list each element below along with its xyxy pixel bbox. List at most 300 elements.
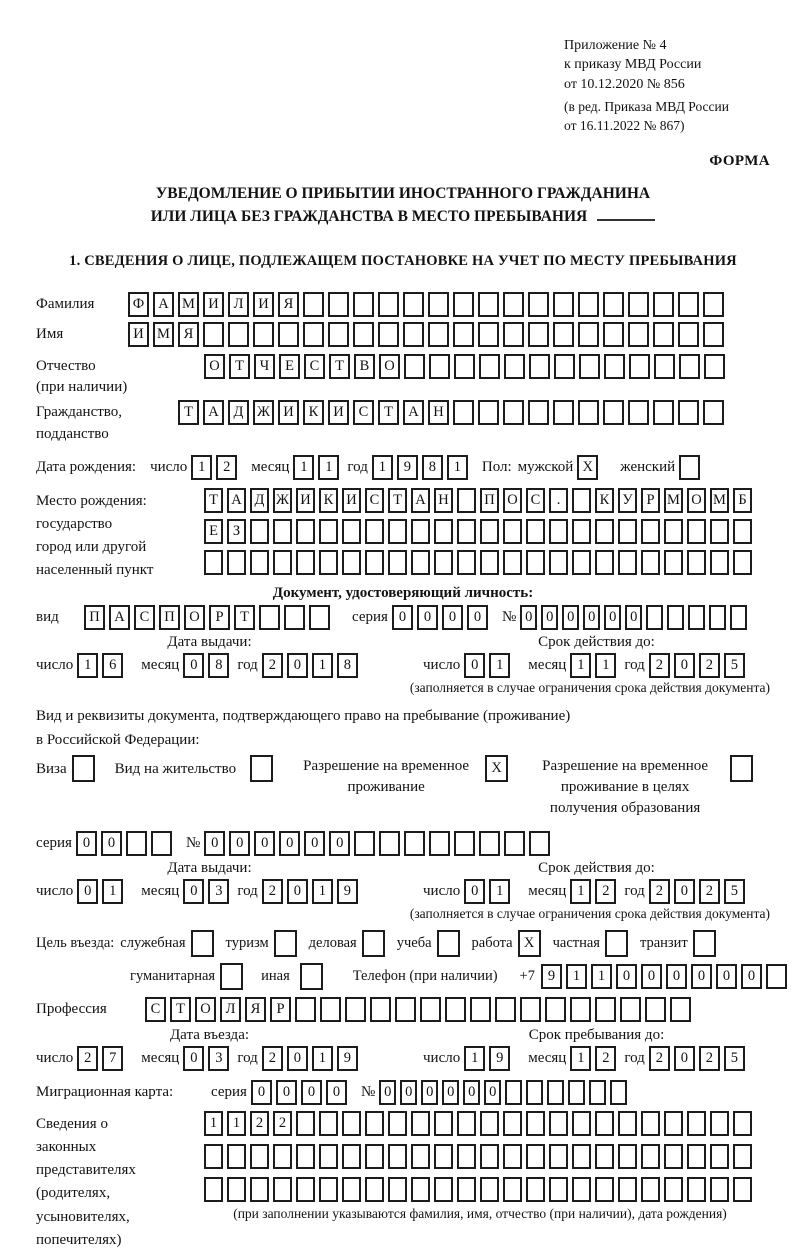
char-cell[interactable] xyxy=(572,1111,591,1136)
char-cell[interactable] xyxy=(319,519,338,544)
char-cell[interactable]: 2 xyxy=(595,879,616,904)
char-cell[interactable]: 1 xyxy=(591,964,612,989)
char-cell[interactable] xyxy=(388,550,407,575)
char-cell[interactable] xyxy=(303,322,324,347)
char-cell[interactable]: Р xyxy=(270,997,291,1022)
checkbox-cell[interactable] xyxy=(300,963,323,990)
char-cell[interactable]: 0 xyxy=(674,1046,695,1071)
char-cell[interactable] xyxy=(365,1111,384,1136)
char-cell[interactable] xyxy=(526,1111,545,1136)
char-cell[interactable]: 0 xyxy=(392,605,413,630)
char-cell[interactable] xyxy=(495,997,516,1022)
char-cell[interactable]: 1 xyxy=(293,455,314,480)
char-cell[interactable] xyxy=(319,1111,338,1136)
checkbox-cell[interactable] xyxy=(437,930,460,957)
char-cell[interactable]: Я xyxy=(178,322,199,347)
char-cell[interactable]: 2 xyxy=(216,455,237,480)
char-cell[interactable] xyxy=(454,831,475,856)
char-cell[interactable]: 2 xyxy=(699,653,720,678)
char-cell[interactable]: 8 xyxy=(208,653,229,678)
char-cell[interactable] xyxy=(480,550,499,575)
char-cell[interactable] xyxy=(503,400,524,425)
char-cell[interactable] xyxy=(457,488,476,513)
char-cell[interactable]: 5 xyxy=(724,653,745,678)
char-cell[interactable] xyxy=(603,400,624,425)
char-cell[interactable] xyxy=(603,322,624,347)
char-cell[interactable] xyxy=(353,292,374,317)
char-cell[interactable] xyxy=(579,354,600,379)
char-cell[interactable]: 7 xyxy=(102,1046,123,1071)
char-cell[interactable] xyxy=(296,1111,315,1136)
char-cell[interactable] xyxy=(568,1080,585,1105)
char-cell[interactable] xyxy=(365,519,384,544)
char-cell[interactable]: Д xyxy=(250,488,269,513)
char-cell[interactable]: И xyxy=(278,400,299,425)
char-cell[interactable]: И xyxy=(296,488,315,513)
char-cell[interactable]: С xyxy=(134,605,155,630)
char-cell[interactable] xyxy=(710,1144,729,1169)
char-cell[interactable]: Ж xyxy=(273,488,292,513)
char-cell[interactable] xyxy=(572,1144,591,1169)
char-cell[interactable]: О xyxy=(687,488,706,513)
char-cell[interactable] xyxy=(478,292,499,317)
char-cell[interactable]: П xyxy=(84,605,105,630)
char-cell[interactable] xyxy=(553,400,574,425)
char-cell[interactable] xyxy=(273,550,292,575)
char-cell[interactable]: 8 xyxy=(422,455,443,480)
char-cell[interactable] xyxy=(353,322,374,347)
char-cell[interactable] xyxy=(404,354,425,379)
char-cell[interactable] xyxy=(411,519,430,544)
char-cell[interactable]: Т xyxy=(229,354,250,379)
checkbox-cell[interactable]: X xyxy=(518,930,541,957)
char-cell[interactable] xyxy=(549,1144,568,1169)
char-cell[interactable] xyxy=(578,322,599,347)
char-cell[interactable] xyxy=(395,997,416,1022)
char-cell[interactable]: 0 xyxy=(287,879,308,904)
char-cell[interactable] xyxy=(547,1080,564,1105)
char-cell[interactable] xyxy=(303,292,324,317)
char-cell[interactable] xyxy=(365,1177,384,1202)
char-cell[interactable] xyxy=(403,322,424,347)
checkbox-cell[interactable] xyxy=(679,455,700,480)
char-cell[interactable] xyxy=(618,550,637,575)
char-cell[interactable]: А xyxy=(153,292,174,317)
char-cell[interactable] xyxy=(730,605,747,630)
char-cell[interactable]: П xyxy=(159,605,180,630)
char-cell[interactable] xyxy=(227,550,246,575)
char-cell[interactable]: З xyxy=(227,519,246,544)
char-cell[interactable] xyxy=(505,1080,522,1105)
char-cell[interactable] xyxy=(411,1177,430,1202)
char-cell[interactable] xyxy=(526,519,545,544)
char-cell[interactable] xyxy=(445,997,466,1022)
char-cell[interactable] xyxy=(342,1177,361,1202)
char-cell[interactable] xyxy=(670,997,691,1022)
char-cell[interactable] xyxy=(342,1144,361,1169)
char-cell[interactable]: 2 xyxy=(699,879,720,904)
char-cell[interactable] xyxy=(479,831,500,856)
checkbox-cell[interactable] xyxy=(191,930,214,957)
char-cell[interactable]: Д xyxy=(228,400,249,425)
char-cell[interactable]: 0 xyxy=(562,605,579,630)
char-cell[interactable] xyxy=(687,519,706,544)
char-cell[interactable] xyxy=(457,519,476,544)
checkbox-cell[interactable] xyxy=(693,930,716,957)
char-cell[interactable]: 0 xyxy=(616,964,637,989)
char-cell[interactable] xyxy=(664,1111,683,1136)
char-cell[interactable]: 0 xyxy=(666,964,687,989)
char-cell[interactable]: К xyxy=(303,400,324,425)
char-cell[interactable] xyxy=(595,1111,614,1136)
char-cell[interactable] xyxy=(528,322,549,347)
char-cell[interactable] xyxy=(710,1111,729,1136)
char-cell[interactable]: 0 xyxy=(442,1080,459,1105)
char-cell[interactable]: Б xyxy=(733,488,752,513)
char-cell[interactable]: 1 xyxy=(312,879,333,904)
char-cell[interactable]: 1 xyxy=(570,653,591,678)
char-cell[interactable] xyxy=(203,322,224,347)
char-cell[interactable]: 1 xyxy=(489,879,510,904)
checkbox-cell[interactable] xyxy=(250,755,273,782)
char-cell[interactable]: М xyxy=(153,322,174,347)
char-cell[interactable]: А xyxy=(411,488,430,513)
char-cell[interactable]: 0 xyxy=(287,1046,308,1071)
char-cell[interactable] xyxy=(618,1111,637,1136)
char-cell[interactable]: У xyxy=(618,488,637,513)
char-cell[interactable]: 0 xyxy=(76,831,97,856)
char-cell[interactable] xyxy=(434,1111,453,1136)
char-cell[interactable] xyxy=(733,519,752,544)
char-cell[interactable]: И xyxy=(128,322,149,347)
char-cell[interactable] xyxy=(578,292,599,317)
char-cell[interactable] xyxy=(553,292,574,317)
char-cell[interactable]: 3 xyxy=(208,879,229,904)
char-cell[interactable] xyxy=(411,550,430,575)
char-cell[interactable] xyxy=(595,1144,614,1169)
char-cell[interactable] xyxy=(641,1111,660,1136)
char-cell[interactable] xyxy=(503,1144,522,1169)
char-cell[interactable]: 0 xyxy=(520,605,537,630)
char-cell[interactable] xyxy=(610,1080,627,1105)
char-cell[interactable] xyxy=(679,354,700,379)
char-cell[interactable] xyxy=(480,1177,499,1202)
char-cell[interactable] xyxy=(641,1177,660,1202)
char-cell[interactable]: Я xyxy=(278,292,299,317)
char-cell[interactable] xyxy=(429,354,450,379)
char-cell[interactable]: 0 xyxy=(417,605,438,630)
char-cell[interactable]: 1 xyxy=(464,1046,485,1071)
char-cell[interactable]: 2 xyxy=(273,1111,292,1136)
char-cell[interactable]: 0 xyxy=(251,1080,272,1105)
char-cell[interactable] xyxy=(328,322,349,347)
char-cell[interactable] xyxy=(434,1177,453,1202)
char-cell[interactable]: 2 xyxy=(262,653,283,678)
char-cell[interactable] xyxy=(529,831,550,856)
char-cell[interactable] xyxy=(434,550,453,575)
checkbox-cell[interactable] xyxy=(730,755,753,782)
char-cell[interactable]: С xyxy=(526,488,545,513)
char-cell[interactable]: Л xyxy=(220,997,241,1022)
char-cell[interactable] xyxy=(296,550,315,575)
char-cell[interactable]: 0 xyxy=(641,964,662,989)
char-cell[interactable] xyxy=(545,997,566,1022)
char-cell[interactable] xyxy=(434,1144,453,1169)
char-cell[interactable]: И xyxy=(328,400,349,425)
char-cell[interactable] xyxy=(654,354,675,379)
char-cell[interactable] xyxy=(710,1177,729,1202)
char-cell[interactable] xyxy=(528,292,549,317)
char-cell[interactable]: Р xyxy=(641,488,660,513)
char-cell[interactable]: 0 xyxy=(464,653,485,678)
char-cell[interactable] xyxy=(503,1177,522,1202)
char-cell[interactable]: 1 xyxy=(191,455,212,480)
char-cell[interactable]: 0 xyxy=(691,964,712,989)
char-cell[interactable]: 0 xyxy=(716,964,737,989)
char-cell[interactable] xyxy=(578,400,599,425)
char-cell[interactable]: 2 xyxy=(250,1111,269,1136)
char-cell[interactable] xyxy=(319,1144,338,1169)
char-cell[interactable] xyxy=(453,292,474,317)
char-cell[interactable]: 2 xyxy=(649,653,670,678)
char-cell[interactable] xyxy=(227,1144,246,1169)
char-cell[interactable]: 9 xyxy=(337,1046,358,1071)
char-cell[interactable] xyxy=(342,519,361,544)
char-cell[interactable] xyxy=(296,1177,315,1202)
char-cell[interactable] xyxy=(504,831,525,856)
char-cell[interactable] xyxy=(572,488,591,513)
char-cell[interactable] xyxy=(151,831,172,856)
char-cell[interactable] xyxy=(618,1177,637,1202)
char-cell[interactable] xyxy=(404,831,425,856)
char-cell[interactable]: 1 xyxy=(570,879,591,904)
char-cell[interactable] xyxy=(342,550,361,575)
char-cell[interactable]: Е xyxy=(204,519,223,544)
char-cell[interactable]: 1 xyxy=(570,1046,591,1071)
char-cell[interactable]: 0 xyxy=(379,1080,396,1105)
char-cell[interactable]: 0 xyxy=(674,879,695,904)
checkbox-cell[interactable] xyxy=(362,930,385,957)
char-cell[interactable] xyxy=(345,997,366,1022)
char-cell[interactable] xyxy=(428,322,449,347)
char-cell[interactable]: 2 xyxy=(77,1046,98,1071)
char-cell[interactable]: Т xyxy=(170,997,191,1022)
char-cell[interactable]: С xyxy=(353,400,374,425)
char-cell[interactable]: 1 xyxy=(204,1111,223,1136)
char-cell[interactable]: О xyxy=(204,354,225,379)
char-cell[interactable] xyxy=(733,550,752,575)
char-cell[interactable] xyxy=(420,997,441,1022)
char-cell[interactable]: 5 xyxy=(724,879,745,904)
char-cell[interactable] xyxy=(403,292,424,317)
char-cell[interactable] xyxy=(703,400,724,425)
char-cell[interactable] xyxy=(678,400,699,425)
char-cell[interactable]: Т xyxy=(234,605,255,630)
char-cell[interactable]: Т xyxy=(388,488,407,513)
char-cell[interactable] xyxy=(549,1177,568,1202)
checkbox-cell[interactable] xyxy=(605,930,628,957)
char-cell[interactable]: А xyxy=(203,400,224,425)
char-cell[interactable] xyxy=(595,997,616,1022)
char-cell[interactable] xyxy=(370,997,391,1022)
char-cell[interactable] xyxy=(227,1177,246,1202)
char-cell[interactable]: 0 xyxy=(279,831,300,856)
char-cell[interactable]: Т xyxy=(204,488,223,513)
char-cell[interactable]: 6 xyxy=(102,653,123,678)
char-cell[interactable] xyxy=(204,1177,223,1202)
char-cell[interactable] xyxy=(687,1177,706,1202)
char-cell[interactable] xyxy=(428,292,449,317)
char-cell[interactable] xyxy=(378,292,399,317)
char-cell[interactable]: 9 xyxy=(489,1046,510,1071)
char-cell[interactable]: 0 xyxy=(101,831,122,856)
char-cell[interactable] xyxy=(529,354,550,379)
char-cell[interactable]: 0 xyxy=(674,653,695,678)
char-cell[interactable] xyxy=(687,1144,706,1169)
char-cell[interactable] xyxy=(687,550,706,575)
char-cell[interactable] xyxy=(273,1177,292,1202)
char-cell[interactable]: 0 xyxy=(400,1080,417,1105)
char-cell[interactable] xyxy=(253,322,274,347)
char-cell[interactable] xyxy=(704,354,725,379)
char-cell[interactable] xyxy=(653,322,674,347)
char-cell[interactable] xyxy=(379,831,400,856)
char-cell[interactable]: И xyxy=(203,292,224,317)
char-cell[interactable]: С xyxy=(145,997,166,1022)
char-cell[interactable]: 1 xyxy=(312,1046,333,1071)
char-cell[interactable]: 8 xyxy=(337,653,358,678)
char-cell[interactable] xyxy=(641,519,660,544)
char-cell[interactable]: С xyxy=(365,488,384,513)
char-cell[interactable] xyxy=(273,519,292,544)
char-cell[interactable] xyxy=(589,1080,606,1105)
char-cell[interactable] xyxy=(653,292,674,317)
char-cell[interactable]: 1 xyxy=(595,653,616,678)
char-cell[interactable]: 2 xyxy=(649,1046,670,1071)
char-cell[interactable]: Л xyxy=(228,292,249,317)
char-cell[interactable]: 0 xyxy=(464,879,485,904)
char-cell[interactable] xyxy=(572,550,591,575)
char-cell[interactable] xyxy=(429,831,450,856)
char-cell[interactable] xyxy=(342,1111,361,1136)
char-cell[interactable] xyxy=(572,1177,591,1202)
char-cell[interactable] xyxy=(453,322,474,347)
char-cell[interactable] xyxy=(641,550,660,575)
char-cell[interactable] xyxy=(688,605,705,630)
char-cell[interactable]: Т xyxy=(178,400,199,425)
char-cell[interactable] xyxy=(687,1111,706,1136)
char-cell[interactable] xyxy=(645,997,666,1022)
char-cell[interactable] xyxy=(733,1144,752,1169)
char-cell[interactable] xyxy=(319,1177,338,1202)
char-cell[interactable]: К xyxy=(595,488,614,513)
char-cell[interactable]: 5 xyxy=(724,1046,745,1071)
char-cell[interactable] xyxy=(628,400,649,425)
char-cell[interactable] xyxy=(504,354,525,379)
char-cell[interactable] xyxy=(480,1144,499,1169)
char-cell[interactable]: 0 xyxy=(421,1080,438,1105)
char-cell[interactable]: О xyxy=(184,605,205,630)
char-cell[interactable]: А xyxy=(227,488,246,513)
char-cell[interactable] xyxy=(250,519,269,544)
char-cell[interactable]: А xyxy=(403,400,424,425)
char-cell[interactable]: 0 xyxy=(287,653,308,678)
char-cell[interactable]: 0 xyxy=(301,1080,322,1105)
char-cell[interactable] xyxy=(664,519,683,544)
char-cell[interactable]: 2 xyxy=(595,1046,616,1071)
char-cell[interactable] xyxy=(411,1144,430,1169)
char-cell[interactable] xyxy=(250,550,269,575)
char-cell[interactable] xyxy=(480,519,499,544)
char-cell[interactable] xyxy=(454,354,475,379)
char-cell[interactable]: 0 xyxy=(183,879,204,904)
char-cell[interactable]: 0 xyxy=(583,605,600,630)
char-cell[interactable] xyxy=(549,519,568,544)
char-cell[interactable] xyxy=(595,1177,614,1202)
char-cell[interactable]: 0 xyxy=(229,831,250,856)
char-cell[interactable] xyxy=(603,292,624,317)
char-cell[interactable] xyxy=(204,1144,223,1169)
checkbox-cell[interactable] xyxy=(274,930,297,957)
char-cell[interactable]: О xyxy=(379,354,400,379)
char-cell[interactable] xyxy=(549,550,568,575)
char-cell[interactable]: 0 xyxy=(183,653,204,678)
char-cell[interactable]: 0 xyxy=(77,879,98,904)
char-cell[interactable] xyxy=(365,1144,384,1169)
char-cell[interactable] xyxy=(503,519,522,544)
char-cell[interactable] xyxy=(629,354,650,379)
char-cell[interactable]: О xyxy=(503,488,522,513)
char-cell[interactable] xyxy=(388,1177,407,1202)
char-cell[interactable]: 9 xyxy=(541,964,562,989)
char-cell[interactable] xyxy=(457,1144,476,1169)
char-cell[interactable] xyxy=(641,1144,660,1169)
char-cell[interactable]: 0 xyxy=(484,1080,501,1105)
char-cell[interactable] xyxy=(479,354,500,379)
char-cell[interactable] xyxy=(388,519,407,544)
char-cell[interactable] xyxy=(618,1144,637,1169)
char-cell[interactable] xyxy=(710,519,729,544)
char-cell[interactable]: 1 xyxy=(102,879,123,904)
char-cell[interactable] xyxy=(733,1177,752,1202)
char-cell[interactable] xyxy=(457,550,476,575)
char-cell[interactable] xyxy=(528,400,549,425)
char-cell[interactable] xyxy=(618,519,637,544)
char-cell[interactable] xyxy=(478,322,499,347)
char-cell[interactable]: 0 xyxy=(541,605,558,630)
char-cell[interactable] xyxy=(259,605,280,630)
char-cell[interactable] xyxy=(354,831,375,856)
char-cell[interactable] xyxy=(570,997,591,1022)
char-cell[interactable] xyxy=(480,1111,499,1136)
char-cell[interactable]: С xyxy=(304,354,325,379)
char-cell[interactable] xyxy=(733,1111,752,1136)
char-cell[interactable] xyxy=(664,1144,683,1169)
char-cell[interactable] xyxy=(457,1177,476,1202)
char-cell[interactable] xyxy=(457,1111,476,1136)
char-cell[interactable]: 1 xyxy=(318,455,339,480)
char-cell[interactable]: Т xyxy=(378,400,399,425)
char-cell[interactable]: О xyxy=(195,997,216,1022)
char-cell[interactable]: 1 xyxy=(489,653,510,678)
char-cell[interactable]: 0 xyxy=(467,605,488,630)
char-cell[interactable]: . xyxy=(549,488,568,513)
char-cell[interactable]: 0 xyxy=(741,964,762,989)
char-cell[interactable]: Я xyxy=(245,997,266,1022)
char-cell[interactable] xyxy=(503,1111,522,1136)
char-cell[interactable] xyxy=(250,1144,269,1169)
char-cell[interactable] xyxy=(678,292,699,317)
